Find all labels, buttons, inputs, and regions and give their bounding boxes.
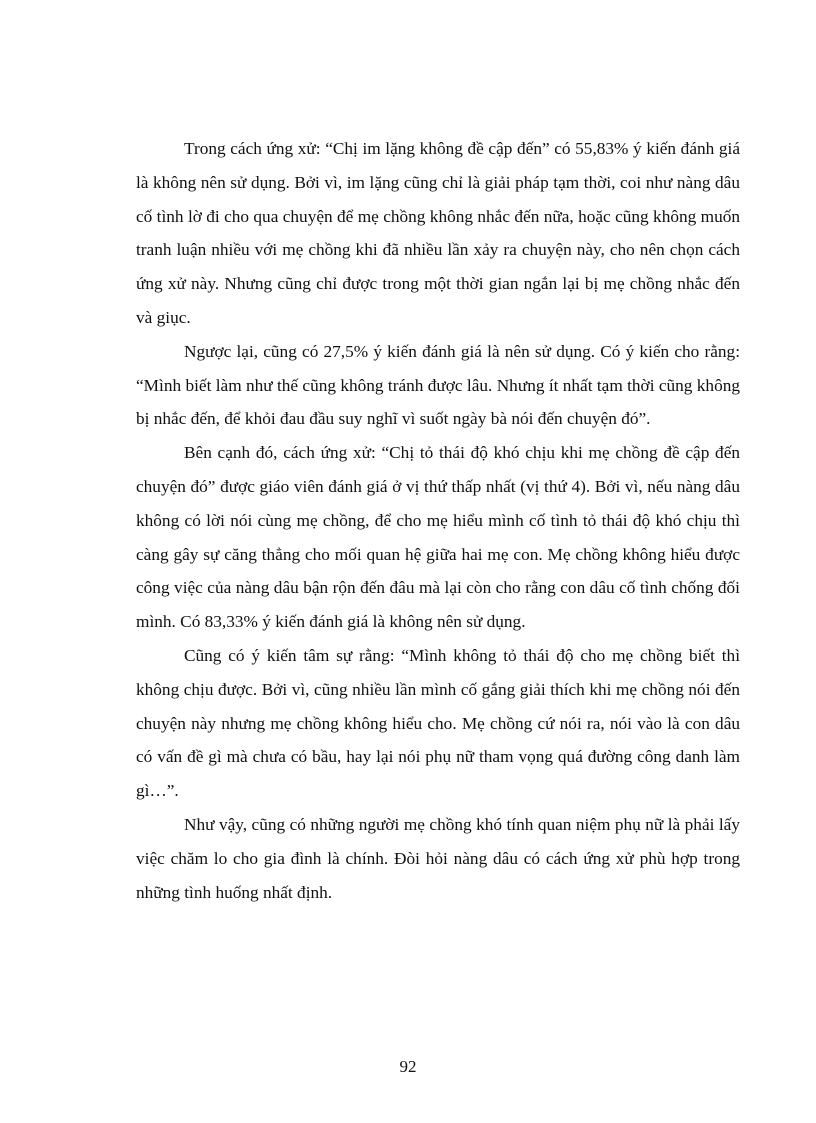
paragraph-2: Ngược lại, cũng có 27,5% ý kiến đánh giá là nên sử dụng. Có ý kiến cho rằng: “Mình biết làm như thế cũng không tránh được lâu. Nhưng ít nhất tạm thời cũng không bị nhắc đến, để khỏi đau đầu suy nghĩ vì suốt ngày bà nói đến chuyện đó”. bbox=[136, 341, 740, 429]
paragraph-4: Cũng có ý kiến tâm sự rằng: “Mình không tỏ thái độ cho mẹ chồng biết thì không chịu được. Bởi vì, cũng nhiều lần mình cố gắng giải thích khi mẹ chồng nói đến chuyện này nhưng mẹ chồng không hiểu cho. Mẹ chồng cứ nói ra, nói vào là con dâu có vấn đề gì mà chưa có bầu, hay lại nói phụ nữ tham vọng quá đường công danh làm gì…”. bbox=[136, 645, 740, 801]
body-text bbox=[136, 132, 740, 909]
page-number: 92 bbox=[399, 1057, 417, 1076]
paragraph-1: Trong cách ứng xử: “Chị im lặng không đề cập đến” có 55,83% ý kiến đánh giá là không nên sử dụng. Bởi vì, im lặng cũng chỉ là giải pháp tạm thời, coi như nàng dâu cố tình lờ đi cho qua chuyện để mẹ chồng không nhắc đến nữa, hoặc cũng không muốn tranh luận nhiều với mẹ chồng khi đã nhiều lần xảy ra chuyện này, cho nên chọn cách ứng xử này. Nhưng cũng chỉ được trong một thời gian ngắn lại bị mẹ chồng nhắc đến và giục. bbox=[136, 139, 740, 327]
paragraph-5: Như vậy, cũng có những người mẹ chồng khó tính quan niệm phụ nữ là phải lấy việc chăm lo cho gia đình là chính. Đòi hỏi nàng dâu có cách ứng xử phù hợp trong những tình huống nhất định. bbox=[136, 814, 740, 902]
paragraph-3: Bên cạnh đó, cách ứng xử: “Chị tỏ thái độ khó chịu khi mẹ chồng đề cập đến chuyện đó” được giáo viên đánh giá ở vị thứ thấp nhất (vị thứ 4). Bởi vì, nếu nàng dâu không có lời nói cùng mẹ chồng, để cho mẹ hiểu mình cố tình tỏ thái độ khó chịu thì càng gây sự căng thẳng cho mối quan hệ giữa hai mẹ con. Mẹ chồng không hiểu được công việc của nàng dâu bận rộn đến đâu mà lại còn cho rằng con dâu cố tình chống đối mình. Có 83,33% ý kiến đánh giá là không nên sử dụng. bbox=[136, 443, 740, 632]
